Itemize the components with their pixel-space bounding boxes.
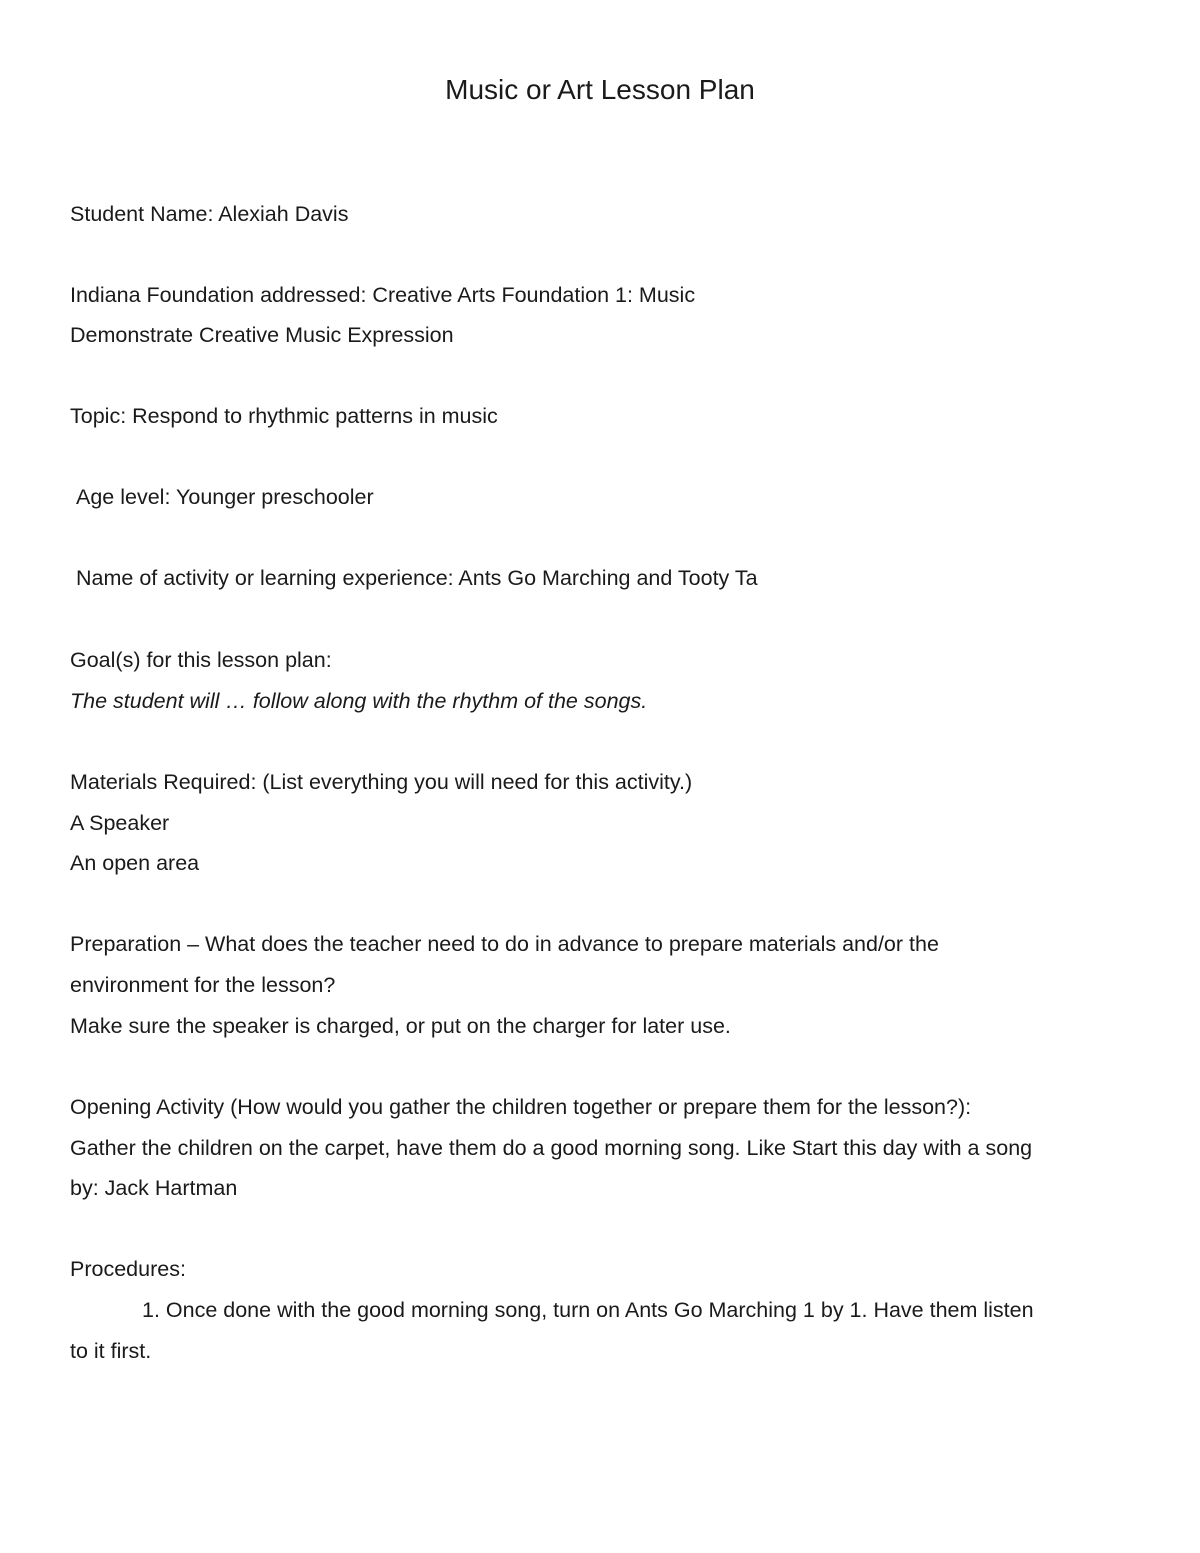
opening-line-1: Gather the children on the carpet, have them do a good morning song. Like Start this day with a song xyxy=(70,1136,1033,1160)
preparation-text: Make sure the speaker is charged, or put on the charger for later use. xyxy=(70,1014,731,1038)
goals-text: The student will … follow along with the rhythm of the songs. xyxy=(70,689,648,713)
material-item: An open area xyxy=(70,851,200,875)
activity-name: Name of activity or learning experience: Ants Go Marching and Tooty Ta xyxy=(76,566,758,590)
age-level: Age level: Younger preschooler xyxy=(76,485,374,509)
page-title: Music or Art Lesson Plan xyxy=(445,74,755,105)
procedure-1-line-1: 1. Once done with the good morning song, turn on Ants Go Marching 1 by 1. Have them listen xyxy=(142,1298,1034,1322)
opening-heading: Opening Activity (How would you gather the children together or prepare them for the lesson?): xyxy=(70,1095,972,1119)
materials-heading: Materials Required: (List everything you will need for this activity.) xyxy=(70,770,693,794)
preparation-line-2: environment for the lesson? xyxy=(70,973,336,997)
procedure-1-line-2: to it first. xyxy=(70,1339,152,1363)
procedures-heading: Procedures: xyxy=(70,1257,186,1281)
preparation-line-1: Preparation – What does the teacher need to do in advance to prepare materials and/or the xyxy=(70,932,939,956)
goals-heading: Goal(s) for this lesson plan: xyxy=(70,648,332,672)
student-name: Student Name: Alexiah Davis xyxy=(70,202,349,226)
foundation-line-1: Indiana Foundation addressed: Creative Arts Foundation 1: Music xyxy=(70,283,696,307)
topic: Topic: Respond to rhythmic patterns in music xyxy=(70,404,498,428)
material-item: A Speaker xyxy=(70,811,170,835)
foundation-line-2: Demonstrate Creative Music Expression xyxy=(70,323,454,347)
opening-line-2: by: Jack Hartman xyxy=(70,1176,238,1200)
